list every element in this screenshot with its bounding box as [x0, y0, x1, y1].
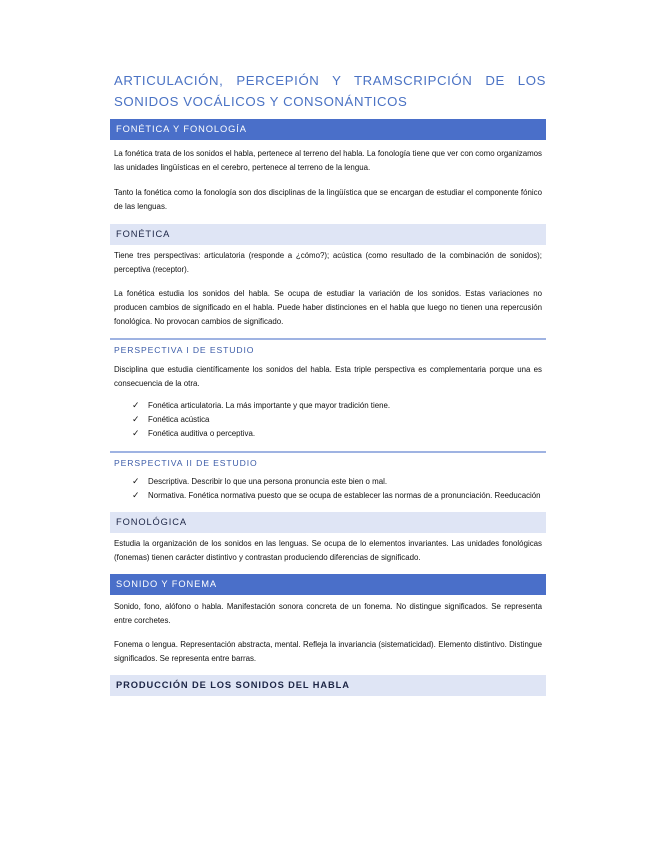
- list-item-text: Fonética auditiva o perceptiva.: [148, 429, 256, 438]
- document-page: [110, 70, 546, 696]
- checklist-perspectiva-i: [110, 399, 546, 441]
- paragraph: Fonema o lengua. Representación abstracta, mental. Refleja la invariancia (sistematicidad). Elemento distintivo. Distingue significados. Se representa entre barras.: [114, 640, 542, 663]
- subsection-heading-perspectiva-ii: PERSPECTIVA II DE ESTUDIO: [110, 451, 546, 472]
- paragraph: Disciplina que estudia científicamente los sonidos del habla. Esta triple perspectiva es complementaria porque una es consecuencia de la otra.: [114, 365, 542, 388]
- checkmark-icon: ✓: [132, 477, 140, 487]
- list-item-text: Descriptiva. Describir lo que una persona pronuncia este bien o mal.: [148, 477, 388, 486]
- list-item: [132, 413, 546, 427]
- subsection-heading-perspectiva-i: PERSPECTIVA I DE ESTUDIO: [110, 338, 546, 359]
- checklist-perspectiva-ii: [110, 475, 546, 503]
- list-item-text: Fonética acústica: [148, 415, 210, 424]
- section-heading-sonido-y-fonema: SONIDO Y FONEMA: [110, 574, 546, 595]
- list-item: [132, 427, 546, 441]
- paragraph: Estudia la organización de los sonidos en las lenguas. Se ocupa de lo elementos invariantes. Las unidades fonológicas (fonemas) tienen carácter distintivo y contrastan produciendo diferencias de significado.: [114, 539, 542, 562]
- list-item: [132, 399, 546, 413]
- section-heading-fonetica: FONÉTICA: [110, 224, 546, 245]
- section-heading-fonetica-y-fonologia: FONÉTICA Y FONOLOGÍA: [110, 119, 546, 140]
- checkmark-icon: ✓: [132, 415, 140, 425]
- paragraph: Tanto la fonética como la fonología son dos disciplinas de la lingüística que se encargan de estudiar el componente fónico de las lenguas.: [114, 188, 542, 211]
- paragraph: Sonido, fono, alófono o habla. Manifestación sonora concreta de un fonema. No distingue significados. Se representa entre corchetes.: [114, 602, 542, 625]
- section-heading-fonologica: FONOLÓGICA: [110, 512, 546, 533]
- checkmark-icon: ✓: [132, 491, 140, 501]
- paragraph: La fonética estudia los sonidos del habla. Se ocupa de estudiar la variación de los sonidos. Estas variaciones no producen cambios de significado en el habla. Puede haber distinciones en el habla que luego no tienen una repercusión fonológica. No provocan cambios de significado.: [114, 289, 542, 326]
- list-item: [132, 489, 546, 503]
- document-title: ARTICULACIÓN, PERCEPIÓN Y TRAMSCRIPCIÓN DE LOS SONIDOS VOCÁLICOS Y CONSONÁNTICOS: [114, 73, 546, 109]
- list-item: [132, 475, 546, 489]
- paragraph: Tiene tres perspectivas: articulatoria (responde a ¿cómo?); acústica (como resultado de la combinación de sonidos); perceptiva (receptor).: [114, 251, 542, 274]
- checkmark-icon: ✓: [132, 429, 140, 439]
- paragraph: La fonética trata de los sonidos el habla, pertenece al terreno del habla. La fonología tiene que ver con como organizamos las unidades lingüísticas en el cerebro, pertenece al terreno de la lengua.: [114, 149, 542, 172]
- checkmark-icon: ✓: [132, 401, 140, 411]
- list-item-text: Fonética articulatoria. La más importante y que mayor tradición tiene.: [148, 401, 391, 410]
- list-item-text: Normativa. Fonética normativa puesto que se ocupa de establecer las normas de a pronunciación. Reeducación: [148, 491, 541, 500]
- section-heading-produccion: PRODUCCIÓN DE LOS SONIDOS DEL HABLA: [110, 675, 546, 696]
